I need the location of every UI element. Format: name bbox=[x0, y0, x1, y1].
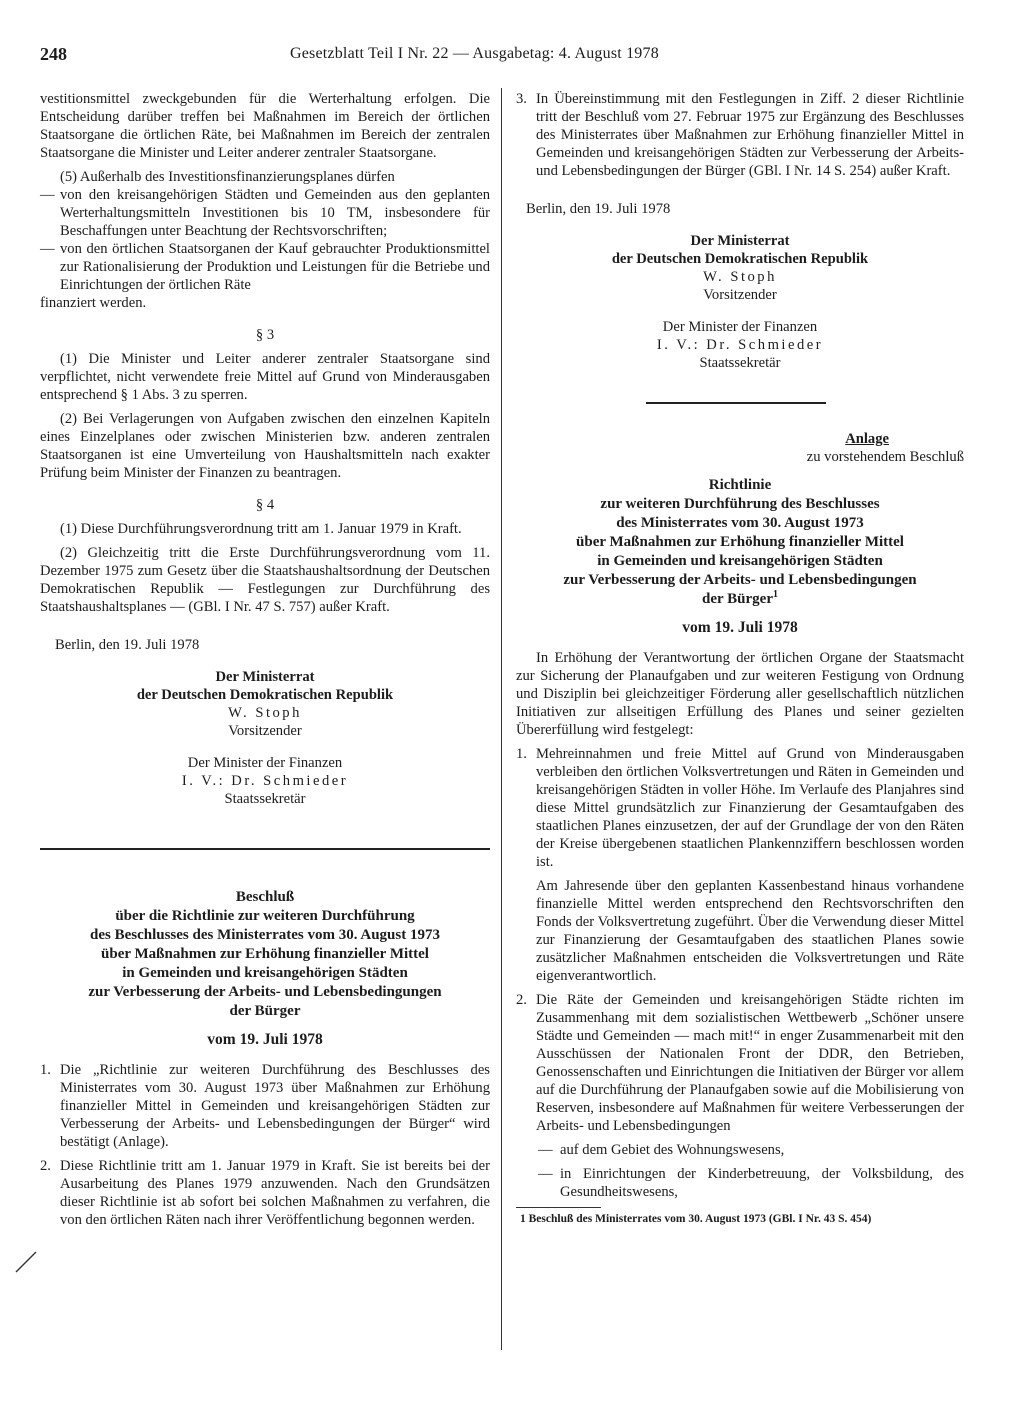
signature-block bbox=[516, 232, 964, 372]
item-text: Die Räte der Gemeinden und kreisangehörigen Städte richten im Zusammenhang mit dem sozialistischen Wettbewerb „Schöner unsere Städte und Gemeinden — mach mit!“ in enger Zusammenarbeit mit den Ausschüssen der Nationalen Front der DDR, den Betrieben, Genossenschaften und Einrichtungen die Initiativen der Bürger vor allem auf die Durchführung der Planaufgaben sowie auf die Mobilisierung von Reserven, insbesondere auf Maßnahmen für weitere Verbesserungen der Arbeits- und Lebensbedingungen bbox=[536, 992, 964, 1134]
signatory-organ: Der Ministerrat bbox=[215, 669, 315, 685]
margin-pen-mark bbox=[14, 1250, 40, 1274]
item-text: Die „Richtlinie zur weiteren Durchführung des Beschlusses des Ministerrates vom 30. August 1973 über Maßnahmen zur Erhöhung finanzieller Mittel in Gemeinden und kreisangehörigen Städten zur Verbesserung der Arbeits- und Lebensbedingungen der Bürger“ wird bestätigt (Anlage). bbox=[60, 1062, 490, 1150]
item-text: In Übereinstimmung mit den Festlegungen in Ziff. 2 dieser Richtlinie tritt der Beschluß vom 27. Februar 1975 zur Ergänzung des Beschlusses des Ministerrates über Maßnahmen zur Erhöhung finanzieller Mittel in Gemeinden und kreisangehörigen Städten zur Verbesserung der Arbeits- und Lebensbedingungen der Bürger (GBl. I Nr. 14 S. 254) außer Kraft. bbox=[536, 91, 964, 179]
title-line: zur Verbesserung der Arbeits- und Lebensbedingungen bbox=[88, 984, 442, 1000]
signatory-role: Vorsitzender bbox=[703, 287, 777, 303]
page-number: 248 bbox=[40, 44, 67, 64]
signatory-name: W. Stoph bbox=[228, 705, 302, 721]
numbered-item bbox=[516, 90, 964, 180]
anlage-label: Anlage bbox=[845, 431, 889, 447]
numbered-item bbox=[40, 1061, 490, 1151]
beschluss-date: vom 19. Juli 1978 bbox=[207, 1031, 323, 1048]
title-line: über Maßnahmen zur Erhöhung finanzieller Mittel bbox=[101, 946, 429, 962]
section-paragraph: (2) Gleichzeitig tritt die Erste Durchführungsverordnung vom 11. Dezember 1975 zum Gesetz über die Staatshaushaltsordnung der Deutschen Demokratischen Republik — Festlegungen zur Durchführung des Staatshaushaltsplanes — (GBl. I Nr. 47 S. 757) außer Kraft. bbox=[40, 545, 490, 615]
header-title: Gesetzblatt Teil I Nr. 22 — Ausgabetag: 4. August 1978 bbox=[290, 45, 659, 62]
item-number: 2. bbox=[516, 992, 527, 1008]
footnote: 1 Beschluß des Ministerrates vom 30. August 1973 (GBl. I Nr. 43 S. 454) bbox=[520, 1213, 872, 1225]
richtlinie-date: vom 19. Juli 1978 bbox=[682, 619, 798, 636]
numbered-item bbox=[516, 991, 964, 1135]
minister-name: I. V.: Dr. Schmieder bbox=[656, 337, 824, 353]
title-line bbox=[516, 590, 964, 609]
dash-marker: — bbox=[538, 1166, 553, 1182]
section-heading: § 4 bbox=[255, 497, 275, 513]
place-date: Berlin, den 19. Juli 1978 bbox=[526, 201, 671, 217]
title-line: über die Richtlinie zur weiteren Durchführung bbox=[115, 908, 415, 924]
signature-block bbox=[40, 668, 490, 808]
title-line: in Gemeinden und kreisangehörigen Städten bbox=[122, 965, 408, 981]
dash-item-text: von den kreisangehörigen Städten und Gemeinden aus den geplanten Werterhaltungsmitteln Investitionen bis 10 TM, insbesondere für Beschaffungen unter Beachtung der Rechtsvorschriften; bbox=[60, 187, 490, 239]
item-number: 1. bbox=[40, 1062, 51, 1078]
page-header bbox=[40, 44, 1000, 68]
preamble-paragraph: In Erhöhung der Verantwortung der örtlichen Organe der Staatsmacht zur Sicherung der Planaufgaben und zur weiteren Festigung von Ordnung und Disziplin bei gleichzeitiger Förderung aller gesellschaftlich nützlichen Initiativen zur allseitigen Erfüllung des Planes und seiner gezielten Übererfüllung wird festgelegt: bbox=[516, 650, 964, 738]
title-line: des Ministerrates vom 30. August 1973 bbox=[616, 515, 864, 531]
anlage-subtitle: zu vorstehendem Beschluß bbox=[806, 449, 964, 465]
item-number: 3. bbox=[516, 91, 527, 107]
dash-marker: — bbox=[538, 1142, 553, 1158]
title-line: über Maßnahmen zur Erhöhung finanzieller Mittel bbox=[576, 534, 904, 550]
signatory-organ: Der Ministerrat bbox=[690, 233, 790, 249]
minister-title: Der Minister der Finanzen bbox=[187, 755, 343, 771]
dash-item bbox=[40, 186, 490, 240]
minister-role: Staatssekretär bbox=[224, 791, 306, 807]
minister-name: I. V.: Dr. Schmieder bbox=[181, 773, 349, 789]
dash-item-text: von den örtlichen Staatsorganen der Kauf gebrauchter Produktionsmittel zur Rationalisierung der Produktion und Leistungen für die Betriebe und Einrichtungen der örtlichen Räte bbox=[60, 241, 490, 293]
title-line: des Beschlusses des Ministerrates vom 30. August 1973 bbox=[89, 927, 440, 943]
footnote-rule bbox=[516, 1207, 601, 1208]
richtlinie-title bbox=[516, 476, 964, 609]
left-column bbox=[40, 90, 490, 1229]
signatory-organ: der Deutschen Demokratischen Republik bbox=[611, 251, 869, 267]
title-line: der Bürger bbox=[229, 1003, 301, 1019]
item-text: Diese Richtlinie tritt am 1. Januar 1979 in Kraft. Sie ist bereits bei der Ausarbeitung des Planes 1979 anzuwenden. Nach den Grundsätzen dieser Richtlinie ist ab sofort bei solchen Maßnahmen zu verfahren, die von den örtlichen Räten nach ihrer Veröffentlichung begonnen werden. bbox=[60, 1158, 490, 1228]
section-paragraph: (1) Diese Durchführungsverordnung tritt am 1. Januar 1979 in Kraft. bbox=[60, 521, 462, 537]
section-paragraph: (1) Die Minister und Leiter anderer zentraler Staatsorgane sind verpflichtet, nicht verwendete freie Mittel auf Grund von Minderausgaben entsprechend § 1 Abs. 3 zu sperren. bbox=[40, 351, 490, 403]
dash-marker: — bbox=[40, 241, 55, 257]
continued-paragraph: vestitionsmittel zweckgebunden für die Werterhaltung erfolgen. Die Entscheidung darüber treffen bei Maßnahmen im Bereich der örtlichen Staatsorgane die örtlichen Räte, bei Maßnahmen im Bereich der zentralen Staatsorgane die Minister und Leiter anderer zentraler Staatsorgane. bbox=[40, 91, 490, 161]
item-text: Mehreinnahmen und freie Mittel auf Grund von Minderausgaben verbleiben den örtlichen Volksvertretungen und Räten in Gemeinden und kreisangehörigen Städten in voller Höhe. Im Verlaufe des Planjahres sind diese Mittel grundsätzlich zur Finanzierung der Gesamtaufgaben des staatlichen Planes einzusetzen, der auf der Grundlage der von den Räten der Kreise übergebenen staatlichen Plankennziffern beschlossen worden ist. bbox=[536, 746, 964, 870]
column-divider bbox=[501, 88, 502, 1350]
title-line: zur Verbesserung der Arbeits- und Lebensbedingungen bbox=[563, 572, 917, 588]
right-column bbox=[516, 90, 964, 1228]
dash-marker: — bbox=[40, 187, 55, 203]
section-heading: § 3 bbox=[255, 327, 275, 343]
section-divider bbox=[40, 848, 490, 850]
place-date: Berlin, den 19. Juli 1978 bbox=[55, 637, 200, 653]
anlage-heading bbox=[516, 430, 964, 466]
numbered-item bbox=[40, 1157, 490, 1229]
signatory-role: Vorsitzender bbox=[228, 723, 302, 739]
dash-item bbox=[40, 240, 490, 294]
sub-dash-item bbox=[516, 1141, 964, 1159]
title-line-text: der Bürger bbox=[702, 591, 773, 607]
item-continuation: Am Jahresende über den geplanten Kassenbestand hinaus vorhandene finanzielle Mittel werden entsprechend den Rechtsvorschriften den Fonds der Volksvertretung zugeführt. Über die Verwendung dieser Mittel zur Finanzierung der Gesamtaufgaben des staatlichen Planes sowie zusätzlicher Maßnahmen entscheiden die Volksvertretungen und Räte eigenverantwortlich. bbox=[536, 878, 964, 984]
dash-item-text: auf dem Gebiet des Wohnungswesens, bbox=[560, 1142, 785, 1158]
sub-dash-item bbox=[516, 1165, 964, 1201]
short-divider bbox=[646, 402, 826, 404]
abs5-paragraph: (5) Außerhalb des Investitionsfinanzierungsplanes dürfen bbox=[60, 169, 395, 185]
title-line: Beschluß bbox=[235, 889, 295, 905]
item-number: 1. bbox=[516, 746, 527, 762]
title-line: Richtlinie bbox=[708, 477, 772, 493]
signatory-name: W. Stoph bbox=[703, 269, 777, 285]
closing-line: finanziert werden. bbox=[40, 295, 147, 311]
minister-title: Der Minister der Finanzen bbox=[662, 319, 818, 335]
beschluss-title bbox=[40, 888, 490, 1021]
title-line: in Gemeinden und kreisangehörigen Städten bbox=[597, 553, 883, 569]
title-line: zur weiteren Durchführung des Beschlusses bbox=[600, 496, 880, 512]
numbered-item bbox=[516, 745, 964, 985]
section-paragraph: (2) Bei Verlagerungen von Aufgaben zwischen den einzelnen Kapiteln eines Einzelplanes oder zwischen Ministerien bzw. anderen zentralen Staatsorganen ist eine Umverteilung von Haushaltsmitteln nach exakter Prüfung beim Minister der Finanzen zu beantragen. bbox=[40, 411, 490, 481]
signatory-organ: der Deutschen Demokratischen Republik bbox=[136, 687, 394, 703]
dash-item-text: in Einrichtungen der Kinderbetreuung, der Volksbildung, des Gesundheitswesens, bbox=[560, 1166, 964, 1200]
item-number: 2. bbox=[40, 1158, 51, 1174]
footnote-marker: 1 bbox=[772, 589, 778, 600]
minister-role: Staatssekretär bbox=[699, 355, 781, 371]
